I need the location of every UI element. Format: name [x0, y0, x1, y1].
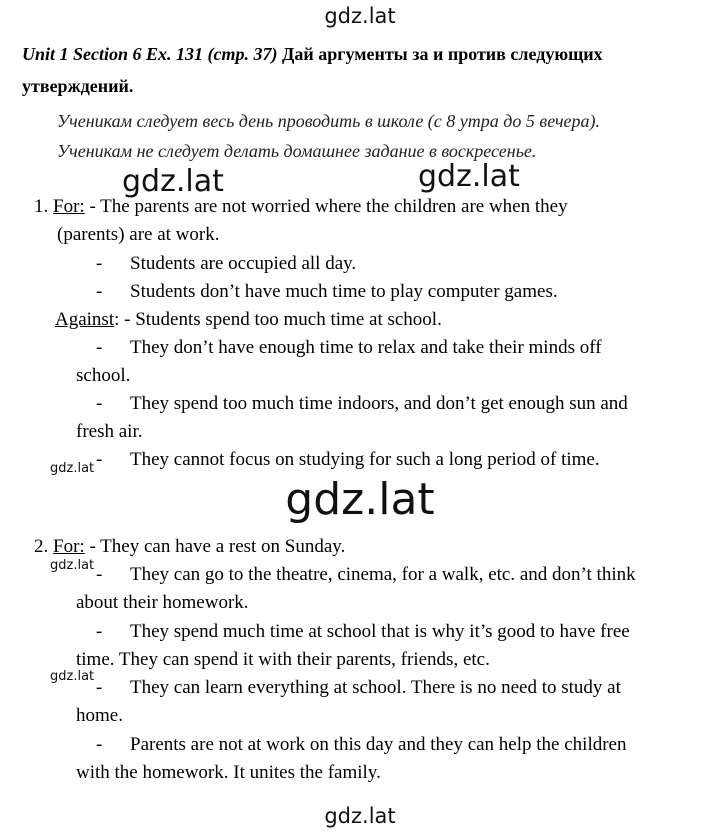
s2-item-3-l2: home.: [76, 705, 123, 726]
s1-for-item-1-text: Students are occupied all day.: [130, 253, 357, 274]
watermark-large: gdz.lat: [285, 474, 435, 525]
s1-against-item-2: - They spend too much time indoors, and don’t get enough sun and: [96, 393, 628, 414]
watermark-mid-left: gdz.lat: [122, 164, 224, 199]
s2-item-2-l1: They spend much time at school that is why it’s good to have free: [130, 621, 630, 642]
watermark-small-3: gdz.lat: [50, 669, 95, 684]
s1-for-label: For:: [53, 196, 85, 217]
s2-item-4-l2: with the homework. It unites the family.: [76, 762, 381, 783]
s1-for-item-1: - Students are occupied all day.: [96, 253, 357, 274]
s1-against-item-2-l1: They spend too much time indoors, and don’t get enough sun and: [130, 393, 628, 414]
s2-item-1-l1: They can go to the theatre, cinema, for a walk, etc. and don’t think: [130, 564, 636, 585]
s1-for-main-2: (parents) are at work.: [57, 224, 220, 245]
watermark-top: gdz.lat: [324, 4, 396, 28]
watermark-small-2: gdz.lat: [50, 558, 95, 573]
exercise-reference: Unit 1 Section 6 Ex. 131 (стр. 37): [22, 44, 278, 64]
s2-item-2-l2: time. They can spend it with their parents, friends, etc.: [76, 649, 490, 670]
s1-against-item-2-l2: fresh air.: [76, 421, 143, 442]
s1-against-label: Against: [55, 309, 115, 330]
statement-1: Ученикам следует весь день проводить в школе (с 8 утра до 5 вечера).: [57, 111, 601, 131]
watermark-mid-right: gdz.lat: [418, 159, 520, 194]
s1-for-item-2-text: Students don’t have much time to play computer games.: [130, 281, 558, 302]
watermark-bottom: gdz.lat: [324, 804, 396, 828]
s2-item-4: - Parents are not at work on this day and they can help the children: [96, 734, 627, 755]
s1-number: 1.: [34, 196, 49, 217]
s1-against-line: [55, 308, 442, 332]
s1-for-main-1: - The parents are not worried where the children are when they: [84, 196, 568, 217]
s1-for-line: [34, 195, 568, 219]
s2-item-4-l1: Parents are not at work on this day and they can help the children: [130, 734, 627, 755]
s2-for-main: - They can have a rest on Sunday.: [84, 536, 346, 557]
exercise-heading: [22, 38, 714, 102]
s1-against-main: : - Students spend too much time at school.: [114, 309, 442, 330]
s2-item-3-l1: They can learn everything at school. There is no need to study at: [130, 677, 621, 698]
s1-for-item-2: - Students don’t have much time to play computer games.: [96, 281, 558, 302]
s2-item-1: - They can go to the theatre, cinema, for a walk, etc. and don’t think: [96, 564, 636, 585]
s1-against-item-3-l1: They cannot focus on studying for such a long period of time.: [130, 449, 600, 470]
s2-item-2: - They spend much time at school that is why it’s good to have free: [96, 621, 630, 642]
s1-against-item-1: - They don’t have enough time to relax and take their minds off: [96, 337, 602, 358]
watermark-small-1: gdz.lat: [50, 461, 95, 476]
s2-number: 2.: [34, 536, 49, 557]
statements: [57, 106, 600, 166]
s2-item-1-l2: about their homework.: [76, 592, 249, 613]
s2-item-3: - They can learn everything at school. There is no need to study at: [96, 677, 621, 698]
s2-for-line: [34, 535, 345, 559]
s1-against-item-1-l2: school.: [76, 365, 131, 386]
exercise-task: Дай аргументы за и против следующих утверждений.: [22, 44, 603, 96]
s2-for-label: For:: [53, 536, 85, 557]
statement-2: Ученикам не следует делать домашнее задание в воскресенье.: [57, 141, 537, 161]
s1-against-item-1-l1: They don’t have enough time to relax and take their minds off: [130, 337, 602, 358]
s1-against-item-3: - They cannot focus on studying for such a long period of time.: [96, 449, 600, 470]
